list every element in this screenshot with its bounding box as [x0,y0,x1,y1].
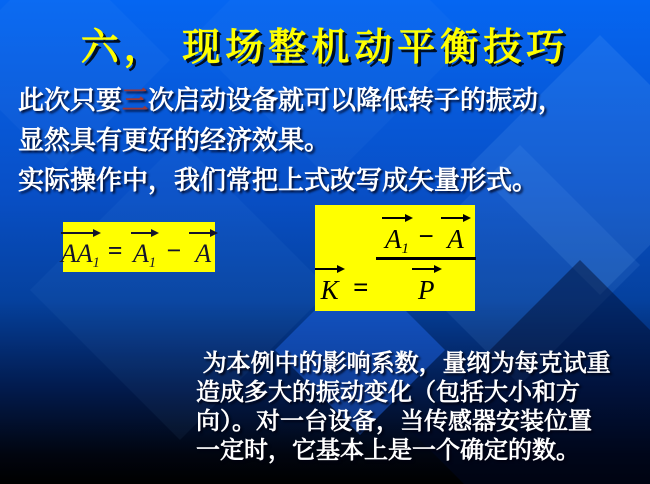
equals-sign: = [107,235,123,265]
body-paragraph [18,80,640,200]
fraction-numerator [376,212,475,257]
term-base: A [195,238,212,268]
vector-arrow-icon [130,227,160,237]
note-line-4: 一定时，它基本上是一个确定的数。 [196,437,580,464]
body-line-1-post: 次启动设备就可以降低转子的振动， [148,85,565,115]
minus-sign: − [418,220,434,251]
vector-arrow-icon [188,227,218,237]
fraction [376,212,475,305]
formula-2 [314,212,476,305]
term-base: A [133,238,149,268]
vector-term-A [188,227,218,268]
note-paragraph [196,349,648,465]
fraction-denominator [406,263,447,305]
term-base: P [417,274,435,305]
vector-arrow-icon [314,263,345,273]
formula-box-influence-coefficient [315,205,475,311]
equals-sign: = [353,271,369,302]
highlighted-word: 三 [122,85,149,115]
vector-arrow-icon [60,227,101,237]
formula-box-vector-difference [60,222,215,272]
body-line-3: 实际操作中，我们常把上式改写成矢量形式。 [18,165,539,195]
vector-arrow-icon [440,212,471,222]
vector-term-A [440,212,471,254]
vector-term-P [411,263,442,305]
vector-arrow-icon [381,212,412,222]
minus-sign: − [166,235,182,265]
term-subscript: 1 [401,240,409,257]
term-base: K [320,274,339,305]
note-line-1: 为本例中的影响系数，量纲为每克试重 [196,350,611,377]
term-base: A [447,223,464,254]
term-base: A [385,223,402,254]
body-line-2: 显然具有更好的经济效果。 [18,125,331,155]
body-line-1-pre: 此次只要 [18,85,123,115]
vector-term-A1 [130,227,160,271]
vector-arrow-icon [411,263,442,273]
body-line-1 [18,80,640,120]
term-subscript: 1 [148,254,157,271]
note-line-2: 造成多大的振动变化（包括大小和方 [196,379,580,406]
vector-term-AA1 [60,227,101,271]
fraction-bar [376,257,475,260]
term-base: AA [60,238,93,268]
term-subscript: 1 [92,254,100,271]
slide-title: 六， 现场整机动平衡技巧 [80,27,570,69]
vector-term-A1 [381,212,412,257]
note-line-3: 向）。对一台设备，当传感器安装位置 [196,408,592,435]
formula-1 [60,227,218,271]
vector-term-K [314,263,345,305]
